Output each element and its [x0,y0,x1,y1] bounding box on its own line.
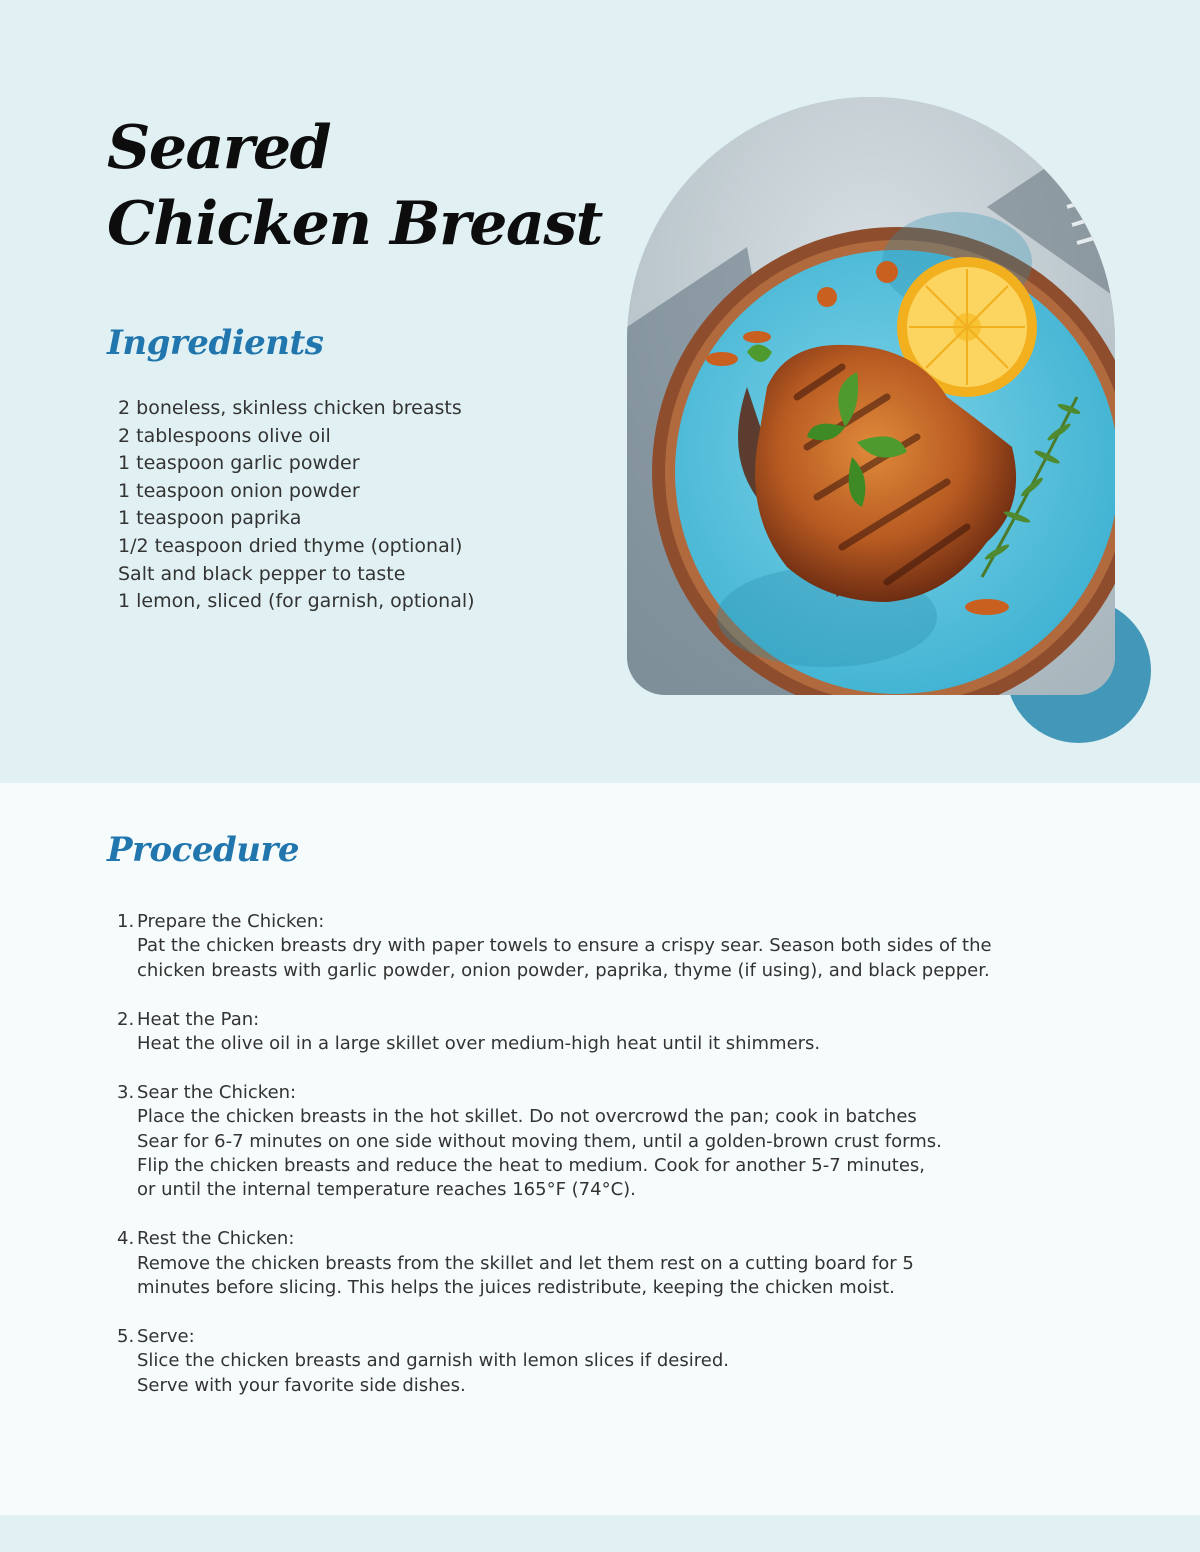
ingredient-item: 1 teaspoon paprika [118,507,302,530]
step-text: Serve with your favorite side dishes. [137,1374,466,1396]
ingredients-list [118,395,475,616]
ingredient-item: 1 lemon, sliced (for garnish, optional) [118,590,475,613]
procedure-step [117,1081,1067,1203]
page-title: Seared Chicken Breast [107,113,602,259]
dish-photo [627,97,1115,695]
step-title: Rest the Chicken: [137,1228,295,1250]
procedure-step [117,910,1067,983]
procedure-list [117,910,1067,1422]
procedure-step [117,1008,1067,1057]
ingredients-heading: Ingredients [107,323,324,363]
step-text: Sear for 6-7 minutes on one side without moving them, until a golden-brown crust forms. [137,1130,942,1152]
step-text: Slice the chicken breasts and garnish with lemon slices if desired. [137,1350,729,1372]
step-text: Place the chicken breasts in the hot skillet. Do not overcrowd the pan; cook in batches [137,1106,917,1128]
ingredient-item: 1/2 teaspoon dried thyme (optional) [118,534,463,557]
ingredient-item: 2 tablespoons olive oil [118,424,331,447]
ingredient-item: Salt and black pepper to taste [118,562,406,585]
ingredient-item: 2 boneless, skinless chicken breasts [118,397,462,419]
ingredient-item: 1 teaspoon garlic powder [118,452,360,475]
step-title: Heat the Pan: [137,1008,260,1030]
step-text: Pat the chicken breasts dry with paper towels to ensure a crispy sear. Season both sides of the [137,935,992,957]
step-text: chicken breasts with garlic powder, onion powder, paprika, thyme (if using), and black pepper. [137,959,990,981]
footer-band [0,1515,1200,1552]
step-text: minutes before slicing. This helps the juices redistribute, keeping the chicken moist. [137,1277,895,1299]
dish-illustration [627,97,1115,695]
step-text: Remove the chicken breasts from the skillet and let them rest on a cutting board for 5 [137,1252,914,1274]
procedure-heading: Procedure [107,830,300,870]
procedure-step [117,1227,1067,1300]
step-number: 2. [117,1008,135,1030]
step-title: Sear the Chicken: [137,1081,297,1103]
step-title: Prepare the Chicken: [137,911,325,932]
procedure-step [117,1325,1067,1398]
step-title: Serve: [137,1325,195,1347]
step-number: 1. [117,911,135,932]
step-number: 3. [117,1081,135,1103]
step-number: 5. [117,1325,135,1347]
step-text: Flip the chicken breasts and reduce the heat to medium. Cook for another 5-7 minutes, [137,1155,926,1177]
step-number: 4. [117,1228,135,1250]
ingredient-item: 1 teaspoon onion powder [118,479,360,502]
step-text: or until the internal temperature reaches 165°F (74°C). [137,1179,636,1201]
step-text: Heat the olive oil in a large skillet over medium-high heat until it shimmers. [137,1033,821,1055]
